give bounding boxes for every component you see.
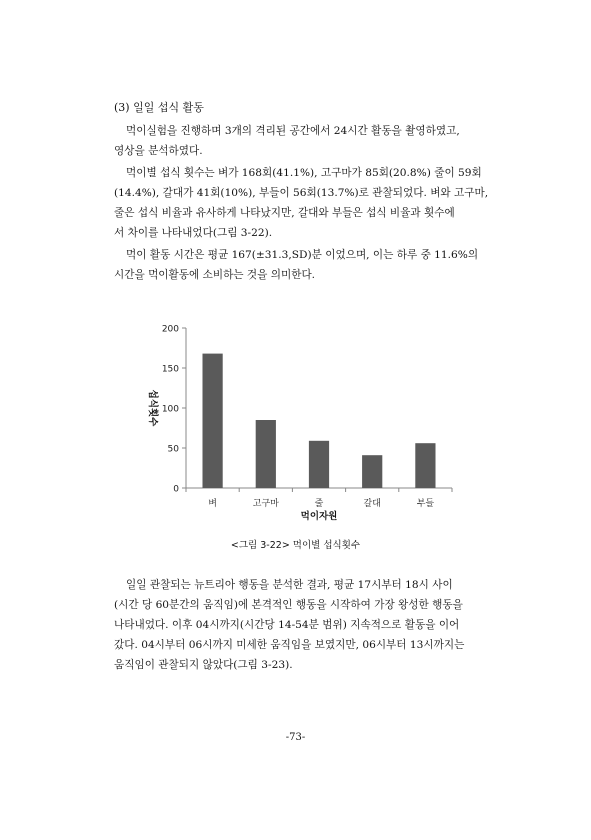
y-tick-label: 100: [161, 404, 179, 415]
text-line: (시간 당 60분간의 움직임)에 본격적인 행동을 시작하여 가장 왕성한 행동을: [114, 599, 463, 611]
x-tick-label: 줄: [314, 499, 324, 509]
y-tick-label: 0: [173, 484, 179, 495]
text-line: 영상을 분석하였다.: [114, 145, 203, 157]
bar-부들: [415, 443, 435, 488]
y-tick-label: 150: [161, 364, 179, 375]
bar-줄: [309, 441, 329, 488]
y-tick-label: 50: [167, 444, 179, 455]
paragraph-feeding-time: [114, 245, 494, 285]
text-line: 먹이 활동 시간은 평균 167(±31.3,SD)분 이었으며, 이는 하루 중 11.6%의: [126, 249, 479, 261]
y-tick-label: 200: [161, 324, 179, 335]
text-line: 줄은 섭식 비율과 유사하게 나타났지만, 갈대와 부들은 섭식 비율과 횟수에: [114, 207, 455, 219]
text-line: 시간을 먹이활동에 소비하는 것을 의미한다.: [114, 269, 316, 281]
text-line: 일일 관찰되는 뉴트리아 행동을 분석한 결과, 평균 17시부터 18시 사이: [126, 579, 453, 591]
x-tick-label: 갈대: [363, 499, 381, 509]
paragraph-filming: [114, 121, 494, 161]
text-line: 먹이별 섭식 횟수는 벼가 168회(41.1%), 고구마가 85회(20.8%) 줄이 59회: [126, 167, 482, 179]
bar-chart-svg: [130, 318, 460, 528]
paragraph-daily-activity: [114, 575, 494, 675]
y-axis-title: 섭식횟수: [147, 389, 158, 427]
bar-고구마: [256, 420, 276, 488]
x-axis-title: 먹이자원: [300, 511, 338, 522]
figure-caption: <그림 3-22> 먹이별 섭식횟수: [230, 540, 361, 551]
x-tick-label: 고구마: [252, 499, 279, 509]
paragraph-feeding-counts: [114, 163, 494, 243]
text-line: 움직임이 관찰되지 않았다(그림 3-23).: [114, 659, 293, 671]
text-line: 서 차이를 나타내었다(그림 3-22).: [114, 227, 273, 239]
bar-벼: [202, 354, 222, 488]
text-line: 먹이실험을 진행하며 3개의 격리된 공간에서 24시간 활동을 촬영하였고,: [126, 125, 460, 137]
x-tick-label: 벼: [208, 499, 217, 509]
text-line: 갔다. 04시부터 06시까지 미세한 움직임을 보였지만, 06시부터 13시까지는: [114, 639, 465, 651]
feeding-count-chart: [130, 318, 460, 528]
bar-갈대: [362, 455, 382, 488]
page-number: -73-: [285, 732, 306, 743]
section-heading: (3) 일일 섭식 활동: [114, 101, 204, 114]
text-line: 나타내었다. 이후 04시까지(시간당 14-54분 범위) 지속적으로 활동을 이어: [114, 619, 460, 631]
text-line: (14.4%), 갈대가 41회(10%), 부들이 56회(13.7%)로 관찰되었다. 벼와 고구마,: [114, 187, 489, 199]
x-tick-label: 부들: [416, 499, 435, 509]
